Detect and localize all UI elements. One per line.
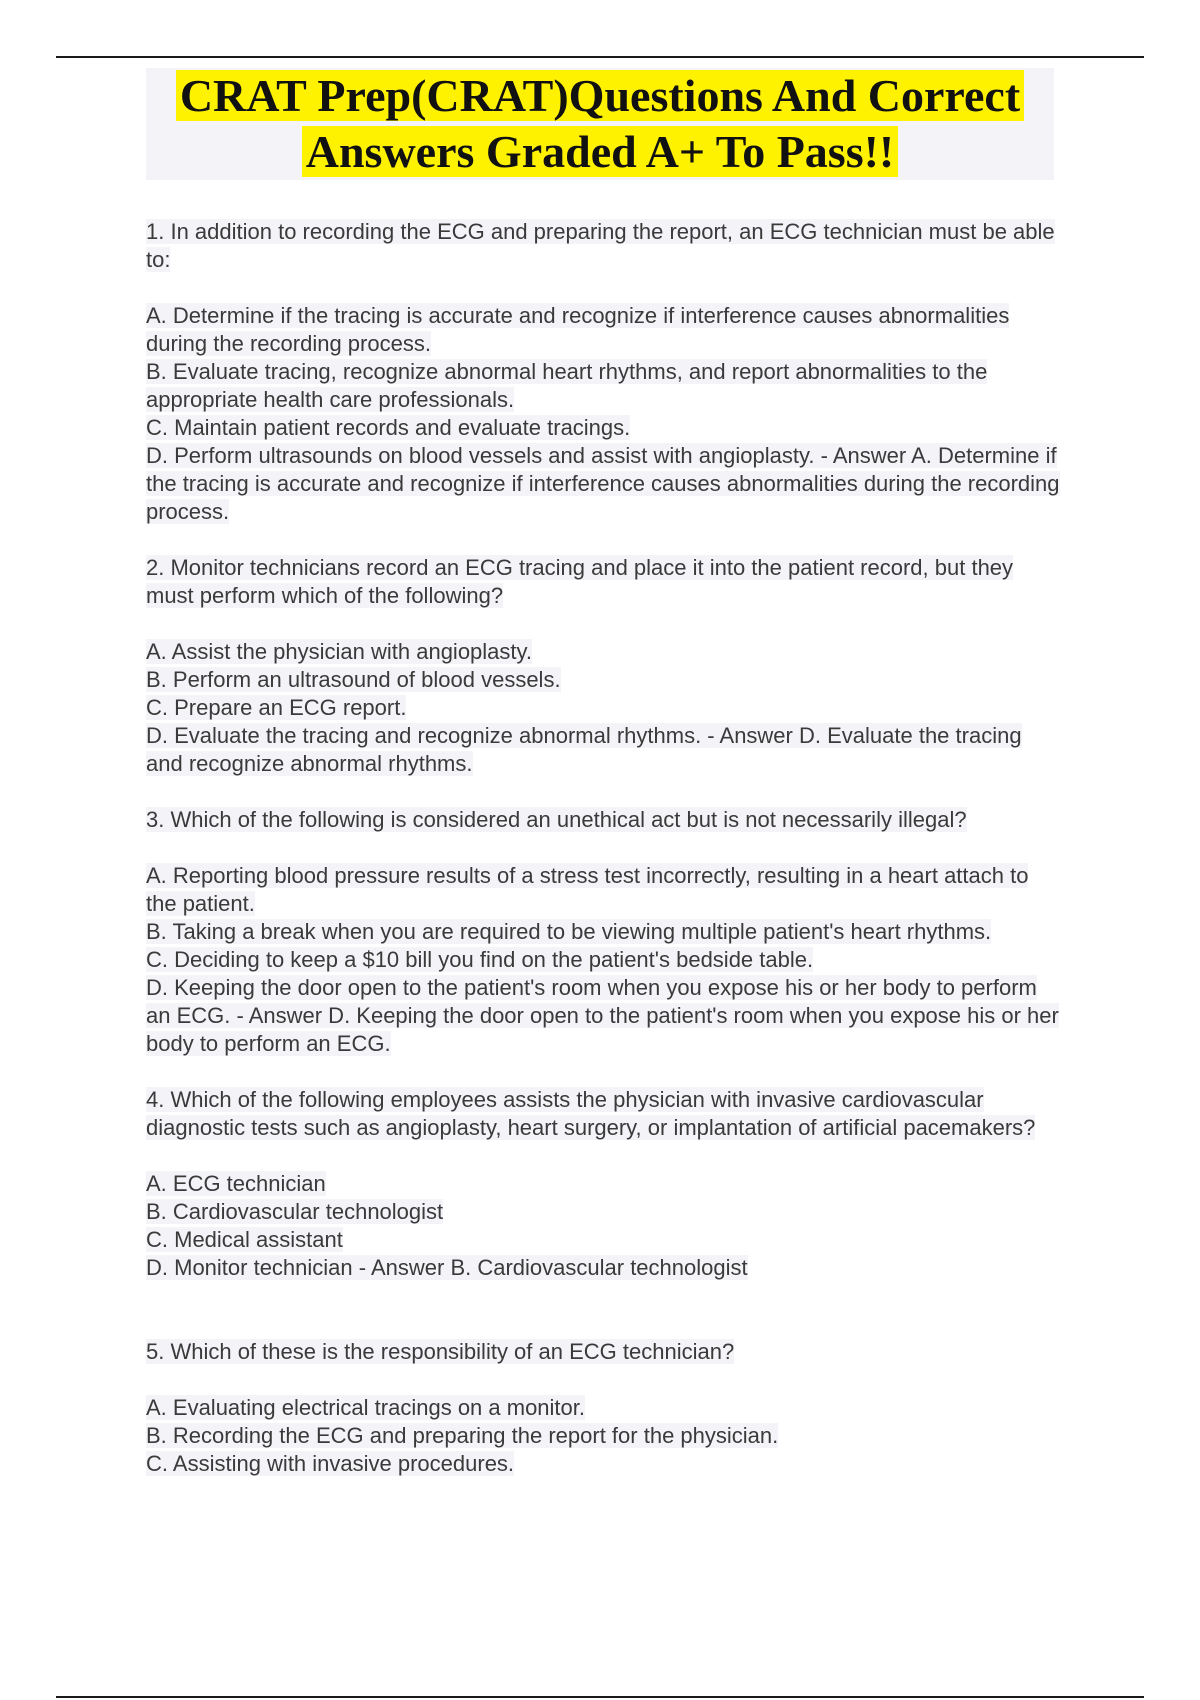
- answer-option: B. Evaluate tracing, recognize abnormal heart rhythms, and report abnormalities to the appropriate health care professionals.: [146, 359, 988, 412]
- answer-option: B. Recording the ECG and preparing the report for the physician.: [146, 1423, 779, 1448]
- question-stem: 2. Monitor technicians record an ECG tracing and place it into the patient record, but they must perform which of the following?: [146, 555, 1014, 608]
- answer-option: A. Reporting blood pressure results of a stress test incorrectly, resulting in a heart attach to the patient.: [146, 863, 1029, 916]
- answer-option: D. Keeping the door open to the patient's room when you expose his or her body to perform an ECG. - Answer D. Keeping the door open to the patient's room when you expose his or her body to perform an ECG.: [146, 975, 1059, 1056]
- question-stem: 3. Which of the following is considered an unethical act but is not necessarily illegal?: [146, 807, 967, 832]
- question-2: [146, 554, 1061, 778]
- answer-option: B. Perform an ultrasound of blood vessels.: [146, 667, 561, 692]
- answer-option: C. Deciding to keep a $10 bill you find on the patient's bedside table.: [146, 947, 814, 972]
- question-5: [146, 1338, 1061, 1478]
- question-list: [146, 218, 1061, 1506]
- answer-option: D. Perform ultrasounds on blood vessels and assist with angioplasty. - Answer A. Determine if the tracing is accurate and recognize if interference causes abnormalities during the recording process.: [146, 443, 1060, 524]
- question-1: [146, 218, 1061, 526]
- document-title: [146, 68, 1054, 180]
- top-rule: [56, 56, 1144, 58]
- answer-option: A. Determine if the tracing is accurate and recognize if interference causes abnormalities during the recording process.: [146, 303, 1010, 356]
- answer-option: B. Cardiovascular technologist: [146, 1199, 444, 1224]
- answer-option: D. Monitor technician - Answer B. Cardiovascular technologist: [146, 1255, 748, 1280]
- question-3: [146, 806, 1061, 1058]
- question-stem: 4. Which of the following employees assists the physician with invasive cardiovascular diagnostic tests such as angioplasty, heart surgery, or implantation of artificial pacemakers?: [146, 1087, 1036, 1140]
- title-line-1: CRAT Prep(CRAT)Questions And Correct: [176, 70, 1024, 121]
- answer-option: C. Assisting with invasive procedures.: [146, 1451, 515, 1476]
- answer-option: A. ECG technician: [146, 1171, 326, 1196]
- answer-option: D. Evaluate the tracing and recognize abnormal rhythms. - Answer D. Evaluate the tracing and recognize abnormal rhythms.: [146, 723, 1022, 776]
- answer-option: C. Prepare an ECG report.: [146, 695, 407, 720]
- answer-option: C. Medical assistant: [146, 1227, 343, 1252]
- question-stem: 1. In addition to recording the ECG and preparing the report, an ECG technician must be able to:: [146, 219, 1055, 272]
- question-4: [146, 1086, 1061, 1282]
- answer-option: A. Evaluating electrical tracings on a monitor.: [146, 1395, 586, 1420]
- answer-option: C. Maintain patient records and evaluate tracings.: [146, 415, 631, 440]
- title-line-2: Answers Graded A+ To Pass!!: [302, 126, 899, 177]
- answer-option: B. Taking a break when you are required to be viewing multiple patient's heart rhythms.: [146, 919, 992, 944]
- answer-option: A. Assist the physician with angioplasty.: [146, 639, 533, 664]
- bottom-rule: [56, 1696, 1144, 1698]
- question-stem: 5. Which of these is the responsibility of an ECG technician?: [146, 1339, 735, 1364]
